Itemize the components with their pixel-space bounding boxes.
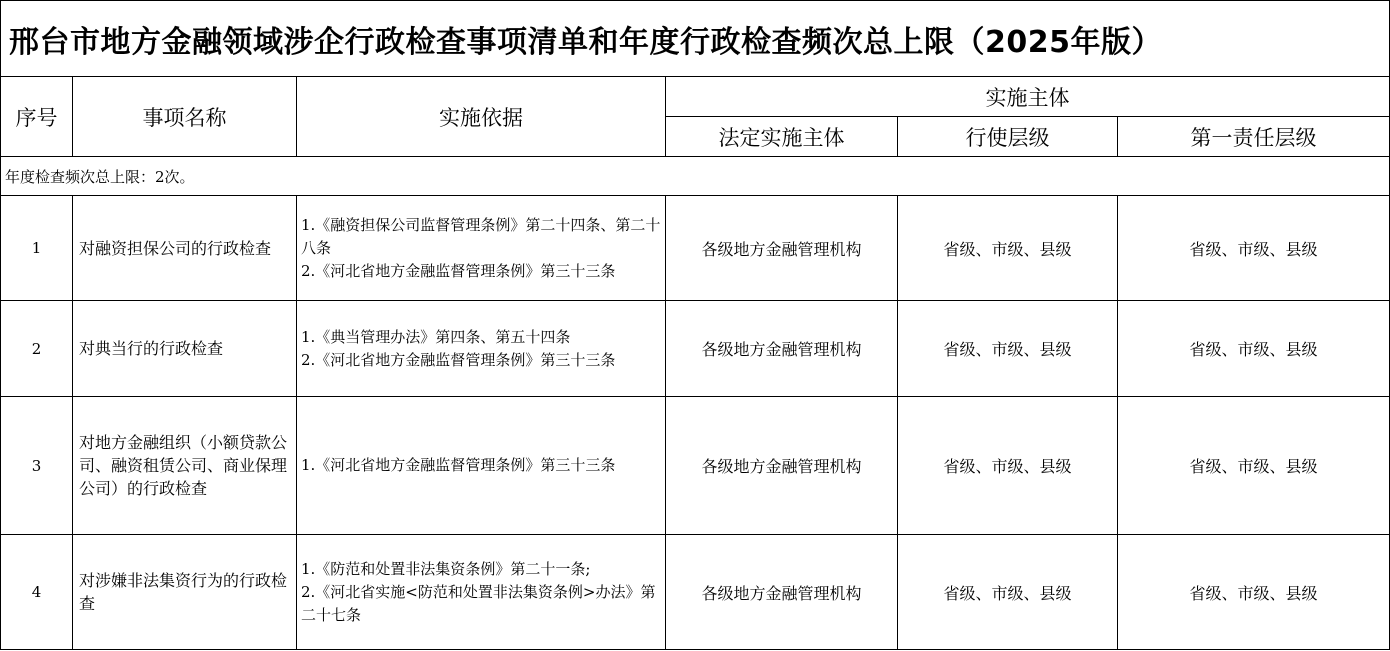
row-legal-subject: 各级地方金融管理机构	[666, 196, 898, 301]
header-seq: 序号	[1, 77, 73, 157]
row-basis	[297, 397, 666, 535]
title-row	[1, 1, 1390, 77]
basis-line: 1.《融资担保公司监督管理条例》第二十四条、第二十八条	[301, 215, 661, 257]
annual-limit-row	[1, 157, 1390, 196]
row-first-responsible-level: 省级、市级、县级	[1118, 535, 1390, 650]
basis-line: 2.《河北省地方金融监督管理条例》第三十三条	[301, 350, 616, 369]
row-seq: 2	[1, 301, 73, 397]
row-exercise-level: 省级、市级、县级	[898, 397, 1118, 535]
header-subject-group: 实施主体	[666, 77, 1390, 117]
row-item-name: 对涉嫌非法集资行为的行政检查	[73, 535, 297, 650]
header-row-1	[1, 77, 1390, 117]
header-item-name: 事项名称	[73, 77, 297, 157]
basis-line: 2.《河北省地方金融监督管理条例》第三十三条	[301, 261, 616, 280]
row-exercise-level: 省级、市级、县级	[898, 196, 1118, 301]
row-legal-subject: 各级地方金融管理机构	[666, 397, 898, 535]
header-first-responsible-level: 第一责任层级	[1118, 117, 1390, 157]
table-row	[1, 301, 1390, 397]
row-legal-subject: 各级地方金融管理机构	[666, 301, 898, 397]
basis-line: 1.《河北省地方金融监督管理条例》第三十三条	[301, 456, 616, 474]
row-exercise-level: 省级、市级、县级	[898, 535, 1118, 650]
page-title: 邢台市地方金融领域涉企行政检查事项清单和年度行政检查频次总上限（2025年版）	[1, 1, 1390, 77]
row-seq: 3	[1, 397, 73, 535]
row-item-name: 对地方金融组织（小额贷款公司、融资租赁公司、商业保理公司）的行政检查	[73, 397, 297, 535]
row-exercise-level: 省级、市级、县级	[898, 301, 1118, 397]
table-row	[1, 397, 1390, 535]
row-item-name: 对典当行的行政检查	[73, 301, 297, 397]
row-basis	[297, 301, 666, 397]
table-row	[1, 535, 1390, 650]
row-basis	[297, 196, 666, 301]
header-exercise-level: 行使层级	[898, 117, 1118, 157]
table-row	[1, 196, 1390, 301]
row-seq: 1	[1, 196, 73, 301]
row-first-responsible-level: 省级、市级、县级	[1118, 196, 1390, 301]
row-item-name: 对融资担保公司的行政检查	[73, 196, 297, 301]
basis-line: 1.《典当管理办法》第四条、第五十四条	[301, 327, 571, 346]
basis-line: 1.《防范和处置非法集资条例》第二十一条;	[301, 559, 591, 578]
row-first-responsible-level: 省级、市级、县级	[1118, 397, 1390, 535]
row-basis	[297, 535, 666, 650]
row-legal-subject: 各级地方金融管理机构	[666, 535, 898, 650]
header-basis: 实施依据	[297, 77, 666, 157]
basis-line: 2.《河北省实施<防范和处置非法集资条例>办法》第二十七条	[301, 582, 656, 624]
row-seq: 4	[1, 535, 73, 650]
annual-limit-note: 年度检查频次总上限：2次。	[1, 157, 1390, 196]
header-legal-subject: 法定实施主体	[666, 117, 898, 157]
row-first-responsible-level: 省级、市级、县级	[1118, 301, 1390, 397]
